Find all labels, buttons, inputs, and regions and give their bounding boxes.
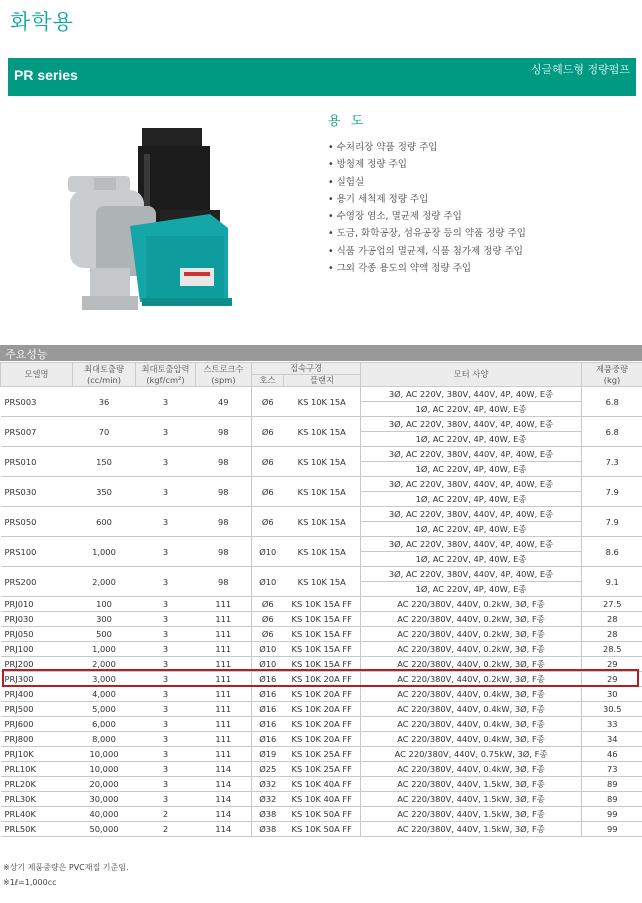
cell-flange: KS 10K 20A FF	[284, 702, 361, 717]
cell-motor: AC 220/380V, 440V, 0.75kW, 3Ø, F종	[361, 747, 582, 762]
cell-hose: Ø16	[252, 702, 284, 717]
cell-flange: KS 10K 50A FF	[284, 822, 361, 837]
cell-stroke: 98	[196, 507, 252, 537]
cell-flow: 30,000	[73, 792, 136, 807]
cell-flange: KS 10K 25A FF	[284, 762, 361, 777]
cell-motor-3phase: 3Ø, AC 220V, 380V, 440V, 4P, 40W, E종	[361, 477, 582, 492]
cell-stroke: 114	[196, 792, 252, 807]
cell-motor: AC 220/380V, 440V, 1.5kW, 3Ø, F종	[361, 792, 582, 807]
cell-weight: 7.9	[582, 477, 642, 507]
cell-stroke: 98	[196, 417, 252, 447]
cell-stroke: 111	[196, 747, 252, 762]
cell-pressure: 3	[136, 597, 196, 612]
cell-weight: 8.6	[582, 537, 642, 567]
cell-hose: Ø6	[252, 627, 284, 642]
cell-flange: KS 10K 40A FF	[284, 777, 361, 792]
cell-pressure: 3	[136, 447, 196, 477]
cell-weight: 7.9	[582, 507, 642, 537]
cell-weight: 30.5	[582, 702, 642, 717]
cell-model: PRJ10K	[1, 747, 73, 762]
series-subtitle: 싱글헤드형 정량펌프	[530, 63, 630, 76]
cell-flange: KS 10K 15A FF	[284, 612, 361, 627]
cell-stroke: 114	[196, 777, 252, 792]
cell-weight: 46	[582, 747, 642, 762]
cell-hose: Ø6	[252, 477, 284, 507]
cell-flange: KS 10K 50A FF	[284, 807, 361, 822]
cell-motor-3phase: 3Ø, AC 220V, 380V, 440V, 4P, 40W, E종	[361, 567, 582, 582]
cell-model: PRJ400	[1, 687, 73, 702]
cell-flange: KS 10K 20A FF	[284, 687, 361, 702]
cell-hose: Ø19	[252, 747, 284, 762]
cell-stroke: 111	[196, 702, 252, 717]
cell-motor-1phase: 1Ø, AC 220V, 4P, 40W, E종	[361, 432, 582, 447]
cell-motor-1phase: 1Ø, AC 220V, 4P, 40W, E종	[361, 522, 582, 537]
cell-weight: 7.3	[582, 447, 642, 477]
cell-weight: 89	[582, 792, 642, 807]
cell-flange: KS 10K 15A FF	[284, 642, 361, 657]
cell-motor: AC 220/380V, 440V, 0.4kW, 3Ø, F종	[361, 762, 582, 777]
cell-stroke: 111	[196, 657, 252, 672]
cell-flow: 5,000	[73, 702, 136, 717]
cell-stroke: 111	[196, 732, 252, 747]
spec-section-label: 주요성능	[5, 348, 48, 361]
cell-flow: 2,000	[73, 567, 136, 597]
cell-model: PRS010	[1, 447, 73, 477]
header-connection: 접속구경	[252, 363, 361, 375]
cell-flange: KS 10K 20A FF	[284, 717, 361, 732]
cell-flange: KS 10K 15A	[284, 477, 361, 507]
cell-weight: 28	[582, 612, 642, 627]
cell-model: PRS003	[1, 387, 73, 417]
table-row	[1, 702, 642, 717]
cell-flow: 40,000	[73, 807, 136, 822]
cell-hose: Ø6	[252, 612, 284, 627]
cell-model: PRL30K	[1, 792, 73, 807]
cell-flange: KS 10K 40A FF	[284, 792, 361, 807]
table-row	[1, 597, 642, 612]
cell-pressure: 3	[136, 762, 196, 777]
table-row	[1, 777, 642, 792]
cell-weight: 6.8	[582, 387, 642, 417]
cell-pressure: 3	[136, 687, 196, 702]
cell-flow: 3,000	[73, 672, 136, 687]
table-row	[1, 417, 642, 432]
cell-pressure: 3	[136, 732, 196, 747]
series-header-bar	[8, 58, 636, 96]
cell-hose: Ø38	[252, 807, 284, 822]
cell-stroke: 111	[196, 597, 252, 612]
cell-hose: Ø16	[252, 687, 284, 702]
cell-pressure: 3	[136, 387, 196, 417]
series-name: PR series	[14, 67, 78, 83]
header-pressure: 최대토출압력 (kgf/cm²)	[136, 363, 196, 387]
cell-flange: KS 10K 15A	[284, 417, 361, 447]
cell-motor: AC 220/380V, 440V, 0.2kW, 3Ø, F종	[361, 627, 582, 642]
cell-flow: 10,000	[73, 762, 136, 777]
cell-motor-1phase: 1Ø, AC 220V, 4P, 40W, E종	[361, 402, 582, 417]
spec-table	[0, 362, 642, 837]
cell-hose: Ø16	[252, 672, 284, 687]
header-flange: 플랜지	[284, 375, 361, 387]
usage-item: • 실험실	[328, 174, 526, 191]
cell-hose: Ø10	[252, 657, 284, 672]
usage-item: • 방청제 정량 주입	[328, 156, 526, 173]
table-row	[1, 477, 642, 492]
cell-model: PRJ030	[1, 612, 73, 627]
note-unit: ※1ℓ=1,000cc	[3, 878, 57, 887]
cell-flow: 600	[73, 507, 136, 537]
table-row	[1, 762, 642, 777]
cell-model: PRJ010	[1, 597, 73, 612]
cell-flow: 50,000	[73, 822, 136, 837]
cell-flow: 100	[73, 597, 136, 612]
cell-model: PRL40K	[1, 807, 73, 822]
cell-model: PRS200	[1, 567, 73, 597]
cell-stroke: 98	[196, 567, 252, 597]
cell-flow: 300	[73, 612, 136, 627]
cell-flow: 10,000	[73, 747, 136, 762]
cell-hose: Ø6	[252, 447, 284, 477]
cell-flange: KS 10K 15A FF	[284, 657, 361, 672]
cell-motor-3phase: 3Ø, AC 220V, 380V, 440V, 4P, 40W, E종	[361, 447, 582, 462]
header-weight: 제품중량 (kg)	[582, 363, 642, 387]
cell-weight: 9.1	[582, 567, 642, 597]
cell-stroke: 111	[196, 672, 252, 687]
usage-item: • 식품 가공업의 멸균제, 식품 첨가제 정량 주입	[328, 243, 526, 260]
usage-item: • 그외 각종 용도의 약액 정량 주입	[328, 260, 526, 277]
cell-flange: KS 10K 15A FF	[284, 597, 361, 612]
cell-model: PRS007	[1, 417, 73, 447]
cell-weight: 30	[582, 687, 642, 702]
note-weight: ※상기 제품중량은 PVC재질 기준임.	[3, 863, 129, 872]
cell-weight: 6.8	[582, 417, 642, 447]
table-row	[1, 687, 642, 702]
cell-model: PRS050	[1, 507, 73, 537]
cell-flange: KS 10K 15A	[284, 567, 361, 597]
cell-motor-3phase: 3Ø, AC 220V, 380V, 440V, 4P, 40W, E종	[361, 537, 582, 552]
cell-hose: Ø16	[252, 717, 284, 732]
cell-motor-1phase: 1Ø, AC 220V, 4P, 40W, E종	[361, 462, 582, 477]
cell-flange: KS 10K 15A FF	[284, 627, 361, 642]
cell-model: PRJ050	[1, 627, 73, 642]
cell-model: PRL10K	[1, 762, 73, 777]
cell-pressure: 3	[136, 792, 196, 807]
cell-motor-3phase: 3Ø, AC 220V, 380V, 440V, 4P, 40W, E종	[361, 417, 582, 432]
cell-weight: 29	[582, 672, 642, 687]
cell-stroke: 98	[196, 477, 252, 507]
cell-weight: 99	[582, 807, 642, 822]
cell-flange: KS 10K 15A	[284, 537, 361, 567]
cell-motor-1phase: 1Ø, AC 220V, 4P, 40W, E종	[361, 582, 582, 597]
cell-motor: AC 220/380V, 440V, 1.5kW, 3Ø, F종	[361, 777, 582, 792]
cell-model: PRJ300	[1, 672, 73, 687]
cell-pressure: 3	[136, 747, 196, 762]
table-row	[1, 822, 642, 837]
cell-weight: 89	[582, 777, 642, 792]
cell-hose: Ø16	[252, 732, 284, 747]
cell-flange: KS 10K 15A	[284, 387, 361, 417]
cell-flow: 1,000	[73, 537, 136, 567]
usage-item: • 용기 세척제 정량 주입	[328, 191, 526, 208]
table-row	[1, 387, 642, 402]
highlight-box	[2, 669, 639, 687]
cell-flange: KS 10K 25A FF	[284, 747, 361, 762]
cell-pressure: 3	[136, 612, 196, 627]
table-row	[1, 627, 642, 642]
cell-pressure: 3	[136, 657, 196, 672]
cell-stroke: 111	[196, 612, 252, 627]
cell-pressure: 3	[136, 702, 196, 717]
header-stroke: 스트로크수 (spm)	[196, 363, 252, 387]
cell-model: PRL50K	[1, 822, 73, 837]
cell-weight: 34	[582, 732, 642, 747]
usage-item: • 도금, 화학공장, 섬유공장 등의 약품 정량 주입	[328, 225, 526, 242]
cell-pressure: 3	[136, 672, 196, 687]
cell-model: PRS030	[1, 477, 73, 507]
cell-flange: KS 10K 15A	[284, 447, 361, 477]
cell-model: PRJ800	[1, 732, 73, 747]
cell-hose: Ø6	[252, 597, 284, 612]
cell-stroke: 98	[196, 447, 252, 477]
cell-hose: Ø10	[252, 642, 284, 657]
header-hose: 호스	[252, 375, 284, 387]
cell-weight: 28	[582, 627, 642, 642]
cell-motor-1phase: 1Ø, AC 220V, 4P, 40W, E종	[361, 552, 582, 567]
cell-stroke: 111	[196, 642, 252, 657]
cell-flow: 4,000	[73, 687, 136, 702]
cell-weight: 33	[582, 717, 642, 732]
cell-flange: KS 10K 20A FF	[284, 732, 361, 747]
cell-hose: Ø25	[252, 762, 284, 777]
cell-stroke: 111	[196, 627, 252, 642]
header-motor: 모터 사양	[361, 363, 582, 387]
cell-stroke: 114	[196, 822, 252, 837]
usage-title: 용 도	[328, 114, 367, 129]
cell-pressure: 3	[136, 417, 196, 447]
usage-item: • 수처리장 약품 정량 주입	[328, 139, 526, 156]
cell-model: PRJ500	[1, 702, 73, 717]
cell-hose: Ø6	[252, 417, 284, 447]
cell-flange: KS 10K 15A	[284, 507, 361, 537]
cell-stroke: 114	[196, 807, 252, 822]
cell-motor: AC 220/380V, 440V, 0.4kW, 3Ø, F종	[361, 702, 582, 717]
cell-model: PRS100	[1, 537, 73, 567]
table-row	[1, 732, 642, 747]
header-flow: 최대토출량 (cc/min)	[73, 363, 136, 387]
cell-hose: Ø32	[252, 777, 284, 792]
cell-pressure: 3	[136, 717, 196, 732]
cell-pressure: 3	[136, 627, 196, 642]
table-row	[1, 792, 642, 807]
table-row	[1, 567, 642, 582]
cell-flow: 350	[73, 477, 136, 507]
cell-model: PRL20K	[1, 777, 73, 792]
cell-stroke: 49	[196, 387, 252, 417]
cell-flow: 500	[73, 627, 136, 642]
cell-motor-3phase: 3Ø, AC 220V, 380V, 440V, 4P, 40W, E종	[361, 507, 582, 522]
cell-flow: 20,000	[73, 777, 136, 792]
cell-weight: 28.5	[582, 642, 642, 657]
cell-stroke: 111	[196, 687, 252, 702]
cell-motor: AC 220/380V, 440V, 1.5kW, 3Ø, F종	[361, 807, 582, 822]
table-row	[1, 717, 642, 732]
cell-pressure: 3	[136, 507, 196, 537]
table-row	[1, 642, 642, 657]
cell-flow: 2,000	[73, 657, 136, 672]
header-model: 모델명	[1, 363, 73, 387]
table-row	[1, 537, 642, 552]
cell-motor: AC 220/380V, 440V, 0.4kW, 3Ø, F종	[361, 717, 582, 732]
page-title: 화학용	[10, 10, 74, 34]
cell-motor: AC 220/380V, 440V, 0.4kW, 3Ø, F종	[361, 687, 582, 702]
cell-model: PRJ100	[1, 642, 73, 657]
cell-hose: Ø38	[252, 822, 284, 837]
cell-flow: 150	[73, 447, 136, 477]
cell-motor-1phase: 1Ø, AC 220V, 4P, 40W, E종	[361, 492, 582, 507]
cell-stroke: 111	[196, 717, 252, 732]
table-row	[1, 747, 642, 762]
cell-pressure: 3	[136, 537, 196, 567]
cell-weight: 73	[582, 762, 642, 777]
table-row	[1, 612, 642, 627]
cell-hose: Ø32	[252, 792, 284, 807]
cell-flow: 6,000	[73, 717, 136, 732]
cell-pressure: 3	[136, 477, 196, 507]
cell-stroke: 98	[196, 537, 252, 567]
cell-flow: 36	[73, 387, 136, 417]
cell-weight: 29	[582, 657, 642, 672]
cell-motor: AC 220/380V, 440V, 0.2kW, 3Ø, F종	[361, 642, 582, 657]
cell-weight: 99	[582, 822, 642, 837]
cell-pressure: 3	[136, 777, 196, 792]
cell-flow: 1,000	[73, 642, 136, 657]
cell-motor: AC 220/380V, 440V, 1.5kW, 3Ø, F종	[361, 822, 582, 837]
table-row	[1, 807, 642, 822]
cell-motor-3phase: 3Ø, AC 220V, 380V, 440V, 4P, 40W, E종	[361, 387, 582, 402]
cell-flow: 8,000	[73, 732, 136, 747]
cell-hose: Ø10	[252, 567, 284, 597]
cell-motor: AC 220/380V, 440V, 0.2kW, 3Ø, F종	[361, 657, 582, 672]
cell-hose: Ø6	[252, 387, 284, 417]
cell-weight: 27.5	[582, 597, 642, 612]
cell-pressure: 2	[136, 807, 196, 822]
cell-flow: 70	[73, 417, 136, 447]
usage-list	[328, 139, 526, 277]
cell-flange: KS 10K 20A FF	[284, 672, 361, 687]
cell-model: PRJ600	[1, 717, 73, 732]
cell-motor: AC 220/380V, 440V, 0.4kW, 3Ø, F종	[361, 732, 582, 747]
cell-hose: Ø10	[252, 537, 284, 567]
cell-pressure: 2	[136, 822, 196, 837]
usage-section	[328, 110, 526, 277]
cell-stroke: 114	[196, 762, 252, 777]
spec-section-bar	[0, 345, 642, 361]
cell-model: PRJ200	[1, 657, 73, 672]
cell-hose: Ø6	[252, 507, 284, 537]
cell-pressure: 3	[136, 567, 196, 597]
table-row	[1, 447, 642, 462]
cell-motor: AC 220/380V, 440V, 0.2kW, 3Ø, F종	[361, 597, 582, 612]
cell-motor: AC 220/380V, 440V, 0.2kW, 3Ø, F종	[361, 672, 582, 687]
usage-item: • 수영장 염소, 멸균제 정량 주입	[328, 208, 526, 225]
pump-product-image	[60, 118, 300, 323]
table-row	[1, 507, 642, 522]
cell-motor: AC 220/380V, 440V, 0.2kW, 3Ø, F종	[361, 612, 582, 627]
cell-pressure: 3	[136, 642, 196, 657]
